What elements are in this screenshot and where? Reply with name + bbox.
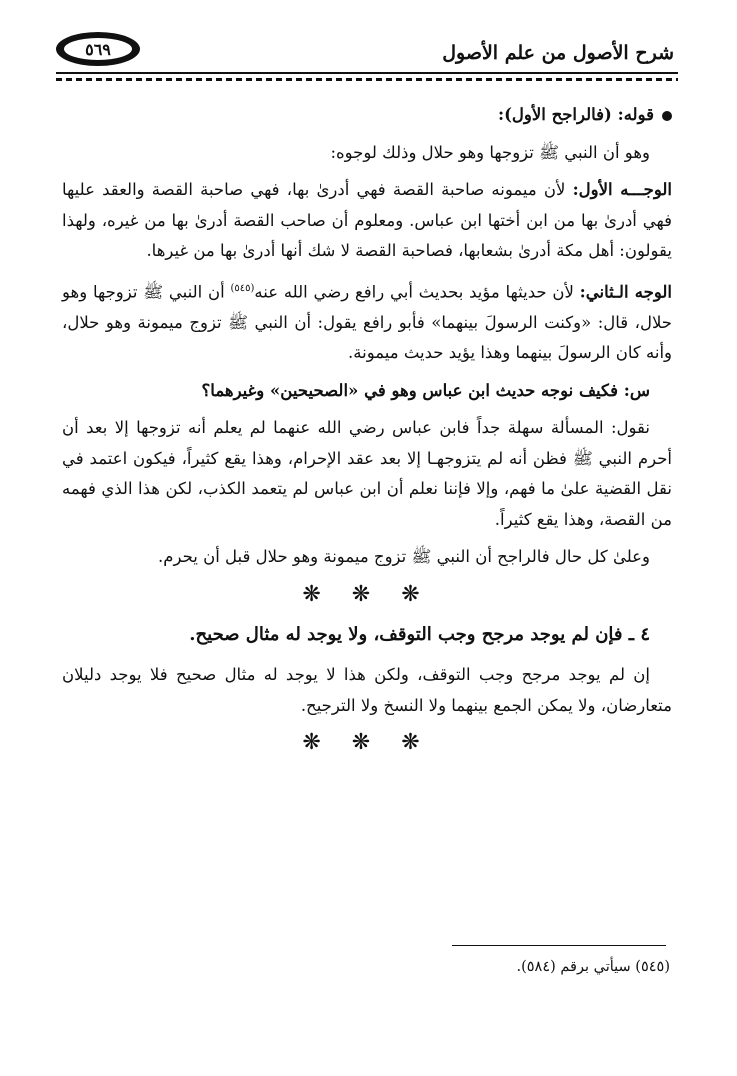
conclusion-paragraph: وعلىٰ كل حال فالراجح أن النبي ﷺ تزوج ميمونة وهو حلال قبل أن يحرم.: [158, 547, 650, 566]
second-reason-label: الوجه الـثاني:: [579, 282, 672, 301]
page-number-badge: [56, 32, 140, 66]
page-number: ٥٦٩: [64, 38, 132, 60]
answer-paragraph: نقول: المسألة سهلة جداً فابن عباس رضي الله عنهما لم يعلم أنه تزوجها إلا بعد أن أحرم النبي ﷺ فظن أنه لم يتزوجهـا إلا بعد عقد الإحرام، وهذا يقع كثيراً، فيكون اعتمد في نقل القضية علىٰ ما فهم، وإلا فإننا نعلم أن ابن عباس لم يتعمد الكذب، لكن هذا الذي فهمه من القصة، وهذا يقع كثيراً.: [62, 418, 672, 529]
paragraph-intro: وهو أن النبي ﷺ تزوجها وهو حلال وذلك لوجوه:: [330, 142, 650, 162]
second-reason-text-1: لأن حديثها مؤيد بحديث أبي رافع رضي الله عنه: [254, 282, 574, 301]
rule-four-paragraph: إن لم يوجد مرجح وجب التوقف، ولكن هذا لا يوجد له مثال صحيح فلا يوجد دليلان متعارضان، ولا يمكن الجمع بينهما ولا النسخ ولا الترجيح.: [62, 665, 672, 715]
footnote: (٥٤٥) سيأتي برقم (٥٨٤).: [516, 959, 670, 975]
running-title: شرح الأصول من علم الأصول: [442, 42, 674, 64]
first-reason-label: الوجـــه الأول:: [572, 180, 672, 199]
section-separator-stars: ❋ ❋ ❋: [302, 581, 432, 607]
quote-heading-text: قوله: (فالراجح الأول):: [497, 105, 654, 124]
question-paragraph: س: فكيف نوجه حديث ابن عباس وهو في «الصحيحين» وغيرهما؟: [201, 380, 650, 400]
footnote-reference: (٥٤٥): [230, 282, 255, 294]
second-reason-text-2: أن النبي ﷺ تزوجها وهو حلال، قال: «وكنت الرسولَ بينهما» فأبو رافع يقول: أن النبي ﷺ تزوج ميمونة وهو حلال، وأنه كان الرسولَ بينهما وهذا يؤيد حديث ميمونة.: [62, 282, 672, 362]
bullet-icon: [662, 111, 672, 121]
page-header: [56, 22, 678, 82]
footnote-divider: [452, 945, 666, 946]
first-reason-text: لأن ميمونه صاحبة القصة فهي أدرىٰ بها، فهي صاحبة القصة والعقد عليها فهي أدرىٰ بها من ابن أختها ابن عباس. ومعلوم أن صاحب القصة أدرىٰ بها من غيره، ولهذا يقولون: أهل مكة أدرىٰ بشعابها، فصاحبة القصة لا شك أنها أدرىٰ بها من غيرها.: [62, 180, 672, 260]
paragraph-first-reason: [62, 175, 672, 267]
header-divider: [56, 72, 678, 82]
paragraph-second-reason: [62, 274, 672, 369]
main-text: [62, 100, 672, 768]
quote-heading: [62, 100, 672, 131]
end-separator-stars: ❋ ❋ ❋: [302, 730, 432, 755]
rule-four-heading: ٤ ـ فإن لم يوجد مرجح وجب التوقف، ولا يوجد له مثال صحيح.: [189, 623, 650, 645]
